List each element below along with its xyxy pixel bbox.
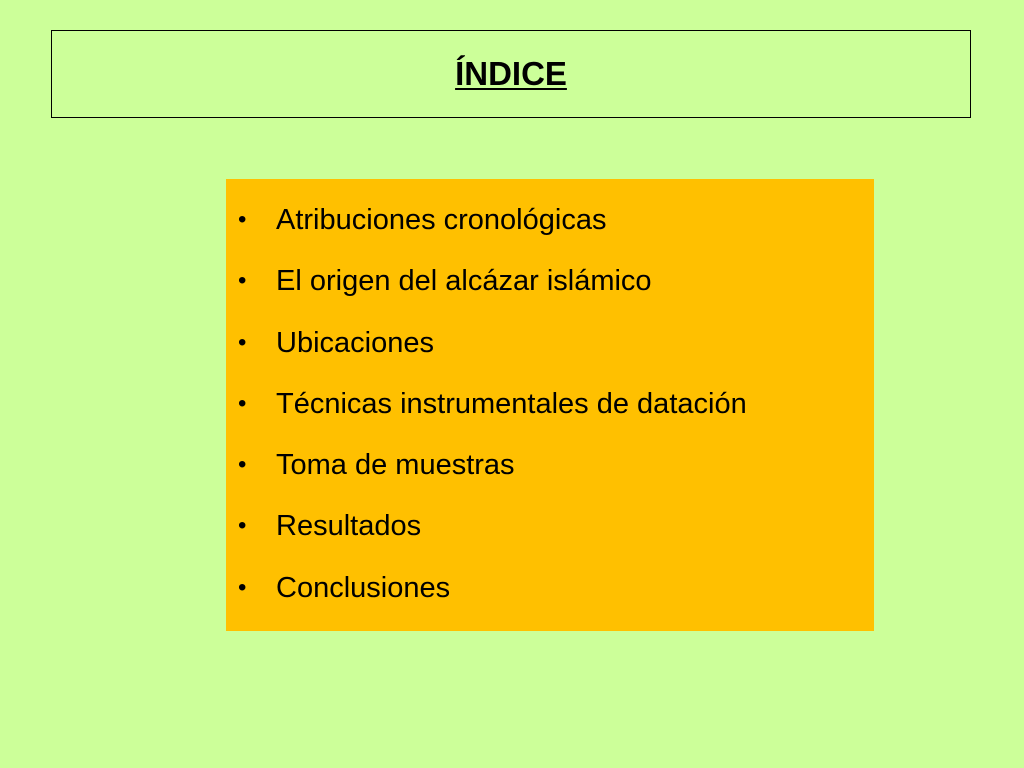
bullet-icon: •	[238, 389, 247, 417]
list-item-text: Conclusiones	[276, 571, 451, 604]
list-item-text: Atribuciones cronológicas	[276, 204, 607, 236]
list-item	[226, 197, 874, 258]
list-item-text: Toma de muestras	[276, 449, 515, 482]
list-item	[226, 442, 874, 503]
bullet-icon: •	[238, 328, 247, 356]
list-item	[226, 258, 874, 319]
slide-title: ÍNDICE	[455, 55, 567, 92]
bullet-icon: •	[238, 573, 247, 601]
bullet-icon: •	[238, 267, 247, 295]
title-box	[51, 30, 971, 118]
list-item-text: Técnicas instrumentales de datación	[276, 387, 747, 420]
list-item	[226, 381, 874, 442]
list-item-text: Resultados	[276, 510, 422, 543]
list-item	[226, 565, 874, 626]
list-item	[226, 320, 874, 381]
bullet-list	[226, 197, 874, 626]
list-item	[226, 503, 874, 564]
bullet-icon: •	[238, 512, 247, 540]
bullet-icon: •	[238, 451, 247, 479]
bullet-icon: •	[238, 206, 247, 233]
list-item-text: Ubicaciones	[276, 326, 434, 359]
list-item-text: El origen del alcázar islámico	[276, 265, 652, 298]
content-panel	[226, 179, 874, 631]
